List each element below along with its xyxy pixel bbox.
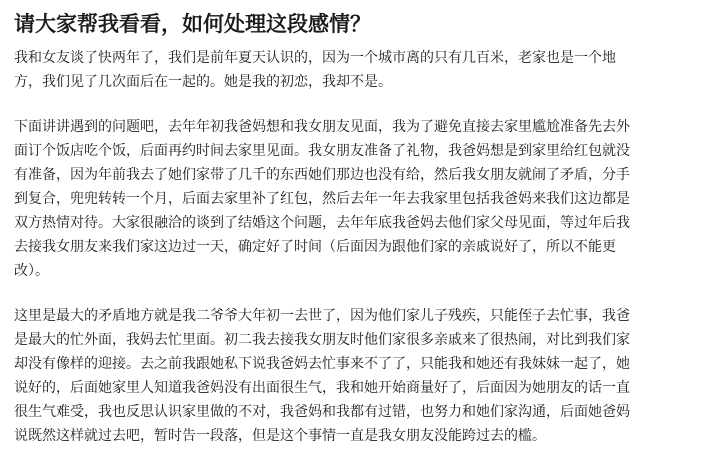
text-line: 我和女友谈了快两年了，我们是前年夏天认识的，因为一个城市离的只有几百米，老家也是一个地: [14, 50, 616, 66]
text-line: 说既然这样就过去吧，暂时告一段落，但是这个事情一直是我女朋友没能跨过去的槛。: [14, 428, 546, 444]
text-line: 双方热情对待。大家很融洽的谈到了结婚这个问题，去年年底我爸妈去他们家父母见面，等过年后我: [14, 215, 630, 231]
text-line: 方，我们见了几次面后在一起的。她是我的初恋，我却不是。: [14, 74, 392, 90]
text-line: 这里是最大的矛盾地方就是我二爷爷大年初一去世了，因为他们家儿子残疾，只能侄子去忙事，我爸: [14, 308, 630, 324]
text-line: 却没有像样的迎接。去之前我跟她私下说我爸妈去忙事来不了了，只能我和她还有我妹妹一起了，她: [14, 356, 630, 372]
paragraph-2: [14, 115, 710, 283]
text-line: 是最大的忙外面，我妈去忙里面。初二我去接我女朋友时他们家很多亲戚来了很热闹，对比到我们家: [14, 332, 630, 348]
text-line: 有准备，因为年前我去了她们家带了几千的东西她们那边也没有给，然后我女朋友就闹了矛盾，分手: [14, 167, 630, 183]
text-line: 下面讲讲遇到的问题吧，去年年初我爸妈想和我女朋友见面，我为了避免直接去家里尴尬准备先去外: [14, 119, 630, 135]
text-line: 很生气难受，我也反思认识家里做的不对，我爸妈和我都有过错，也努力和她们家沟通，后面她爸妈: [14, 404, 630, 420]
paragraph-3: [14, 304, 710, 448]
paragraph-1: [14, 46, 710, 94]
text-line: 到复合，兜兜转转一个月，后面去家里补了红包，然后去年一年去我家里包括我爸妈来我们这边都是: [14, 191, 630, 207]
article-body: [14, 46, 710, 448]
text-line: 改）。: [14, 263, 49, 279]
text-line: 面订个饭店吃个饭，后面再约时间去家里见面。我女朋友准备了礼物，我爸妈想是到家里给红包就没: [14, 143, 630, 159]
article-title: 请大家帮我看看，如何处理这段感情？: [14, 12, 371, 36]
text-line: 说好的，后面她家里人知道我爸妈没有出面很生气，我和她开始商量好了，后面因为她朋友的话一直: [14, 380, 630, 396]
text-line: 去接我女朋友来我们家这边过一天，确定好了时间（后面因为跟他们家的亲戚说好了，所以不能更: [14, 239, 616, 255]
